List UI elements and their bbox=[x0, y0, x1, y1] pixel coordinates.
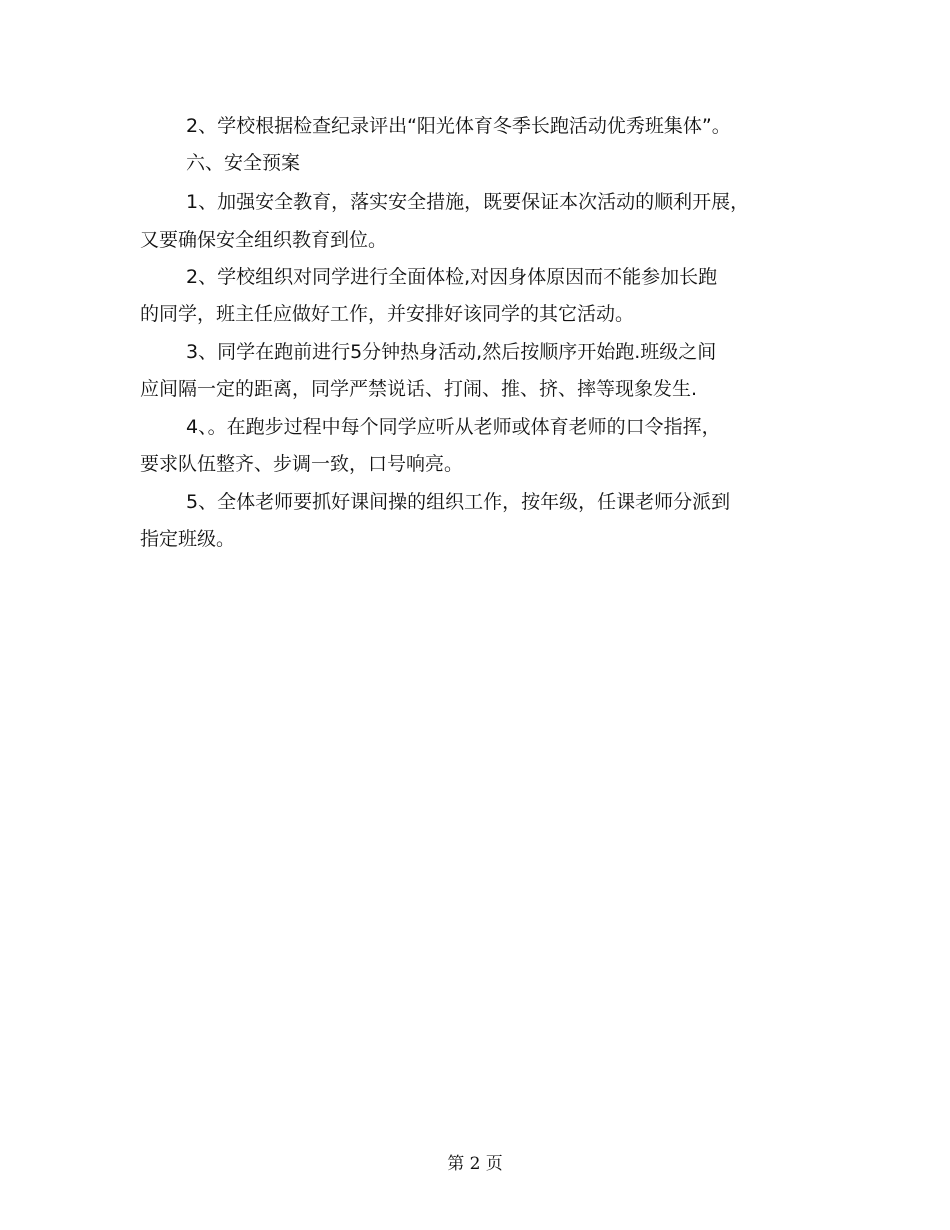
page-number: 第 2 页 bbox=[447, 1154, 503, 1174]
paragraph-line: 又要确保安全组织教育到位。 bbox=[140, 229, 388, 251]
paragraph-line: 4、。在跑步过程中每个同学应听从老师或体育老师的口令指挥， bbox=[186, 416, 721, 438]
paragraph-line: 2、学校组织对同学进行全面体检,对因身体原因而不能参加长跑 bbox=[186, 266, 718, 288]
paragraph-line: 1、加强安全教育，落实安全措施，既要保证本次活动的顺利开展， bbox=[186, 191, 750, 213]
paragraph-line: 应间隔一定的距离，同学严禁说话、打闹、推、挤、摔等现象发生. bbox=[140, 378, 698, 400]
section-heading: 六、安全预案 bbox=[186, 152, 301, 174]
paragraph-line: 2、学校根据检查纪录评出“阳光体育冬季长跑活动优秀班集体”。 bbox=[186, 115, 731, 137]
paragraph-line: 指定班级。 bbox=[140, 528, 236, 550]
paragraph-line: 5、全体老师要抓好课间操的组织工作，按年级，任课老师分派到 bbox=[186, 491, 731, 513]
paragraph-line: 的同学，班主任应做好工作，并安排好该同学的其它活动。 bbox=[140, 303, 635, 325]
paragraph-line: 3、同学在跑前进行5分钟热身活动,然后按顺序开始跑.班级之间 bbox=[186, 341, 717, 363]
paragraph-line: 要求队伍整齐、步调一致，口号响亮。 bbox=[140, 453, 464, 475]
